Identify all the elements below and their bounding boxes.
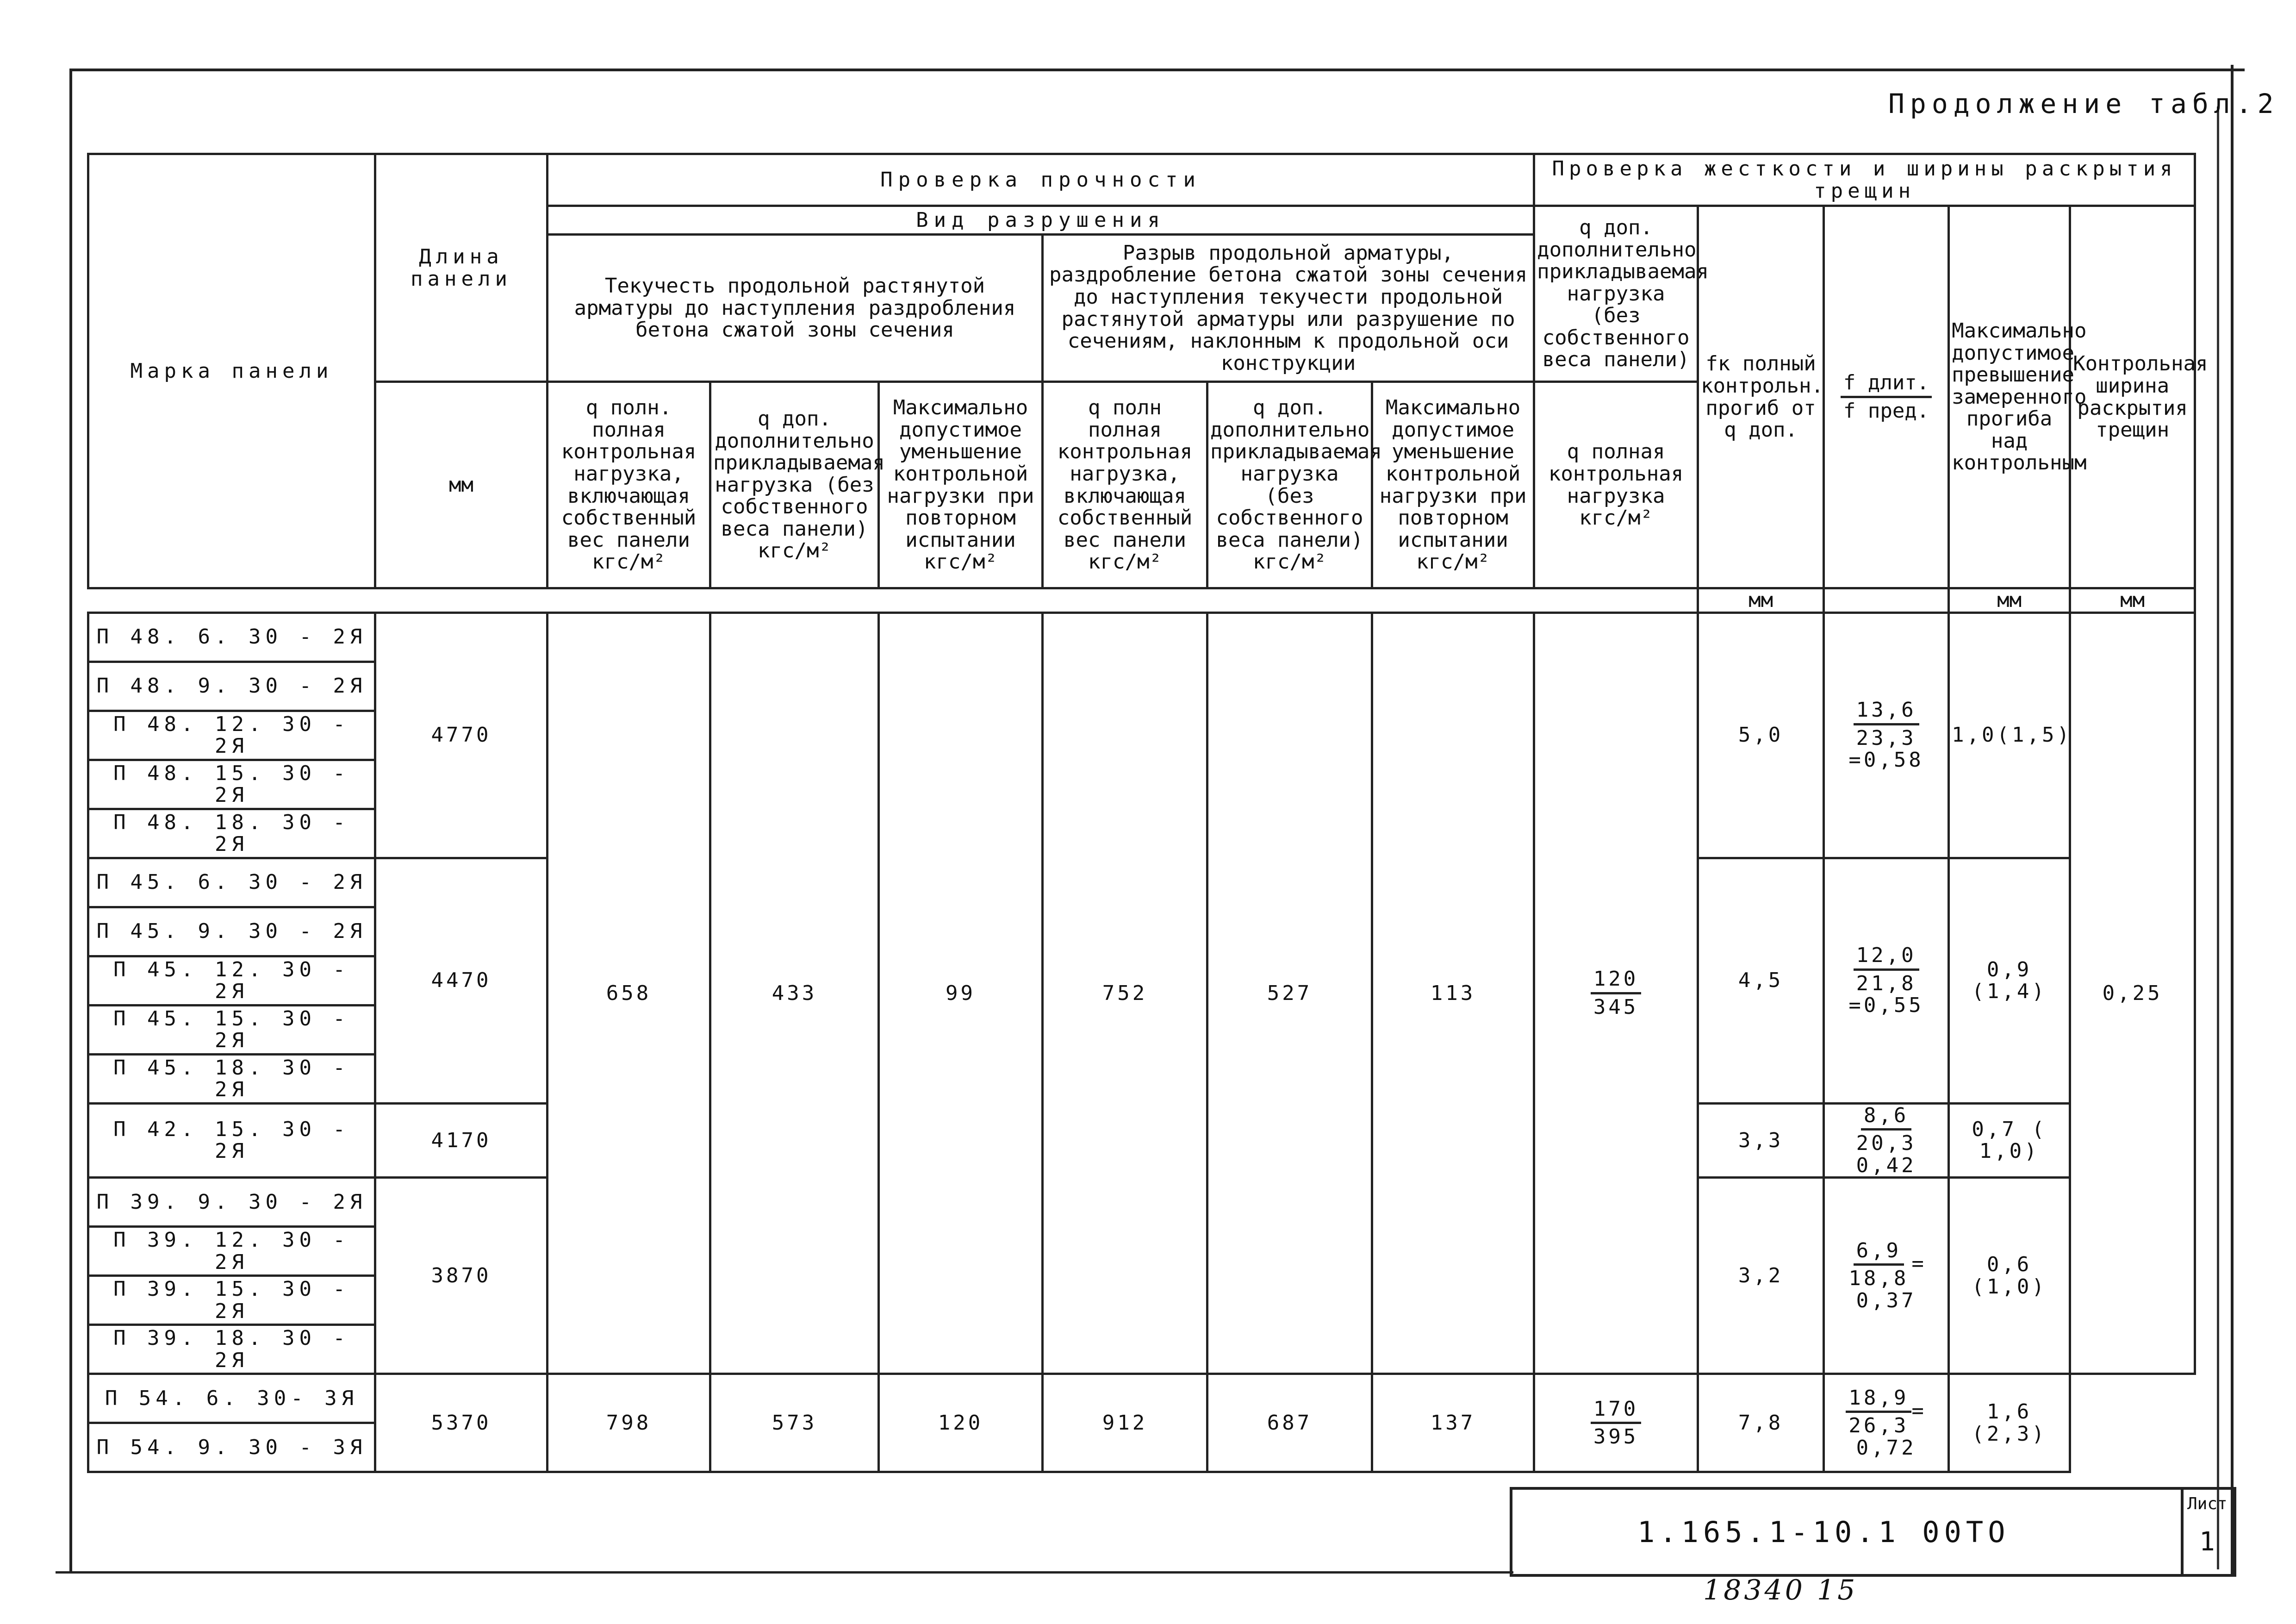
header-failure-type: Вид разрушения (548, 206, 1534, 235)
g1-q-add: 433 (710, 612, 879, 1374)
header-reduction-text: Максимально допустимое уменьшение контрольной нагрузки при повторном испытании (887, 396, 1034, 552)
frame-inner-right-line (2217, 106, 2219, 1569)
frame-top-line (69, 69, 2245, 71)
p54-exceed: 1,6 (2,3) (1949, 1374, 2070, 1472)
table-row-mark: П 48. 9. 30 - 2Я (88, 662, 375, 711)
ratio-4470-num: 12,0 (1854, 944, 1919, 971)
unit-length: мм (375, 382, 548, 588)
p54-ratio-den: 26,3 (1848, 1414, 1909, 1438)
header-q-add-2 (1207, 382, 1382, 588)
continuation-label: Продолжение табл.2 (1888, 88, 2279, 119)
sheet-label: Лист (2187, 1494, 2228, 1513)
header-exceed: Максимально допустимое превышение замеренного прогиба над контрольным (1949, 206, 2070, 588)
header-ratio (1824, 206, 1949, 588)
ratio-4470-den: 21,8 (1856, 971, 1916, 995)
ratio-4770-val: =0,58 (1848, 748, 1924, 772)
p54-stiff-bottom: 395 (1593, 1425, 1639, 1449)
p54-ratio-num: 18,9 (1846, 1387, 1911, 1413)
header-mark: Марка панели (88, 154, 375, 588)
table-row-mark: П 39. 18. 30 - 2Я (88, 1325, 375, 1374)
sheet-number-box (2181, 1487, 2236, 1577)
header-fk: fк полный контрольн. прогиб от q доп. (1698, 206, 1824, 588)
table-row-mark: П 48. 12. 30 - 2Я (88, 711, 375, 760)
bottom-frame-line (56, 1571, 1513, 1574)
table-row-mark: П 39. 15. 30 - 2Я (88, 1276, 375, 1325)
length-4470: 4470 (375, 858, 548, 1103)
unit-fk: мм (1698, 588, 1824, 613)
g1-q-full: 658 (548, 612, 710, 1374)
unit-q-add-2: кгс/м² (1253, 550, 1326, 574)
frame-right-line (2231, 65, 2234, 1574)
header-stiff-q-top: q доп. дополнительно прикладываемая нагрузка (без собственного веса панели) (1534, 206, 1698, 382)
p54-reduction-2: 137 (1372, 1374, 1534, 1472)
unit-reduction-2: кгс/м² (1416, 550, 1490, 574)
table-row-mark: П 48. 15. 30 - 2Я (88, 760, 375, 809)
stiff-q-bottom: 345 (1593, 995, 1639, 1019)
stiff-q-top: 120 (1591, 968, 1641, 994)
table-row-mark: П 39. 9. 30 - 2Я (88, 1178, 375, 1227)
ratio-4170-den: 20,3 (1856, 1131, 1916, 1156)
header-q-full-text: q полн. полная контрольная нагрузка, включающая собственный вес панели (561, 396, 697, 552)
table-row-mark: П 42. 15. 30 - 2Я (88, 1103, 375, 1178)
header-strength-check: Проверка прочности (548, 154, 1534, 206)
header-q-add-2-text: q доп. дополнительно прикладываемая нагрузка (без собственного веса панели) (1210, 396, 1382, 552)
header-q-full (548, 382, 710, 588)
exceed-4470: 0,9 (1,4) (1949, 858, 2070, 1103)
p54-q-add-2: 687 (1207, 1374, 1372, 1472)
ratio-3870-num: 6,9 (1854, 1240, 1904, 1266)
exceed-4770: 1,0(1,5) (1949, 612, 2070, 858)
ratio-4170-num: 8,6 (1861, 1105, 1911, 1131)
table-row-mark: П 45. 12. 30 - 2Я (88, 956, 375, 1005)
unit-q-add: кгс/м² (758, 539, 831, 563)
unit-exceed: мм (1949, 588, 2070, 613)
ratio-4470 (1824, 858, 1949, 1103)
header-q-add (710, 382, 885, 588)
unit-reduction: кгс/м² (924, 550, 997, 574)
ratio-4470-val: =0,55 (1848, 993, 1924, 1018)
unit-q-full: кгс/м² (592, 550, 666, 574)
crack-width: 0,25 (2070, 612, 2195, 1374)
header-ratio-bottom: f пред. (1843, 399, 1929, 423)
p54-q-full: 798 (548, 1374, 710, 1472)
table-row-mark: П 45. 15. 30 - 2Я (88, 1005, 375, 1054)
table-row-mark: П 54. 9. 30 - 3Я (88, 1423, 375, 1472)
header-group-1: Текучесть продольной растянутой арматуры до наступления раздробления бетона сжатой зоны сечения (548, 235, 1043, 382)
ratio-4770-den: 23,3 (1856, 726, 1916, 750)
fk-4770: 5,0 (1698, 612, 1824, 858)
header-q-full-2 (1043, 382, 1207, 588)
g1-reduction: 99 (879, 612, 1043, 1374)
ratio-4170 (1824, 1103, 1949, 1178)
header-q-add-text: q доп. дополнительно прикладываемая нагрузка (без собственного веса панели) (713, 407, 885, 541)
fk-4170: 3,3 (1698, 1103, 1824, 1178)
stiff-q (1534, 612, 1698, 1374)
header-length: Длина панели (375, 154, 548, 382)
p54-stiff-top: 170 (1591, 1398, 1641, 1424)
table-row-mark: П 48. 6. 30 - 2Я (88, 612, 375, 662)
p54-q-full-2: 912 (1043, 1374, 1207, 1472)
exceed-4170: 0,7 ( 1,0) (1949, 1103, 2070, 1178)
header-reduction-2-text: Максимально допустимое уменьшение контрольной нагрузки при повторном испытании (1379, 396, 1527, 552)
unit-stiff-q: кгс/м² (1579, 506, 1653, 530)
header-stiff-q-bottom-text: q полная контрольная нагрузка (1548, 440, 1684, 508)
table-row-mark: П 48. 18. 30 - 2Я (88, 809, 375, 858)
header-stiff-q-bottom (1534, 382, 1698, 588)
ratio-3870-den: 18,8 (1848, 1267, 1909, 1291)
table-row-mark: П 45. 6. 30 - 2Я (88, 858, 375, 907)
p54-q-add: 573 (710, 1374, 879, 1472)
p54-fk: 7,8 (1698, 1374, 1824, 1472)
document-code: 1.165.1-10.1 00ТО (1637, 1515, 2010, 1549)
ratio-4170-val: 0,42 (1856, 1153, 1916, 1177)
length-5370: 5370 (375, 1374, 548, 1472)
header-reduction (879, 382, 1043, 588)
data-table (87, 153, 2208, 1473)
length-4170: 4170 (375, 1103, 548, 1178)
handwritten-number: 18340 15 (1703, 1574, 1858, 1606)
unit-crack: мм (2070, 588, 2195, 613)
ratio-3870-val: = 0,37 (1856, 1251, 1927, 1312)
header-crack: Контрольная ширина раскрытия трещин (2070, 206, 2195, 588)
unit-q-full-2: кгс/м² (1088, 550, 1162, 574)
header-ratio-top: f длит. (1841, 372, 1932, 398)
p54-reduction: 120 (879, 1374, 1043, 1472)
sheet-number: 1 (2199, 1527, 2215, 1557)
g2-q-full: 752 (1043, 612, 1207, 1374)
table-row-mark: П 54. 6. 30- 3Я (88, 1374, 375, 1423)
header-stiffness-check: Проверка жесткости и ширины раскрытия трещин (1534, 154, 2195, 206)
header-q-full-2-text: q полн полная контрольная нагрузка, включающая собственный вес панели (1057, 396, 1193, 552)
length-4770: 4770 (375, 612, 548, 858)
fk-4470: 4,5 (1698, 858, 1824, 1103)
header-reduction-2 (1372, 382, 1534, 588)
length-3870: 3870 (375, 1178, 548, 1374)
p54-stiff-q (1534, 1374, 1698, 1472)
fk-3870: 3,2 (1698, 1178, 1824, 1374)
ratio-4770 (1824, 612, 1949, 858)
p54-ratio-val: = 0,72 (1856, 1399, 1927, 1460)
frame-left-line (69, 69, 72, 1573)
table-row-mark: П 39. 12. 30 - 2Я (88, 1227, 375, 1276)
header-group-2: Разрыв продольной арматуры, раздробление бетона сжатой зоны сечения до наступления текучести продольной растянутой арматуры или разрушение по сечениям, наклонным к продольной оси конструкции (1043, 235, 1534, 382)
exceed-3870: 0,6 (1,0) (1949, 1178, 2070, 1374)
g2-reduction: 113 (1372, 612, 1534, 1374)
title-block (1510, 1487, 2184, 1577)
table-row-mark: П 45. 18. 30 - 2Я (88, 1054, 375, 1103)
p54-ratio (1824, 1374, 1949, 1472)
ratio-4770-num: 13,6 (1854, 699, 1919, 725)
ratio-3870 (1824, 1178, 1949, 1374)
table-row-mark: П 45. 9. 30 - 2Я (88, 907, 375, 956)
g2-q-add: 527 (1207, 612, 1372, 1374)
